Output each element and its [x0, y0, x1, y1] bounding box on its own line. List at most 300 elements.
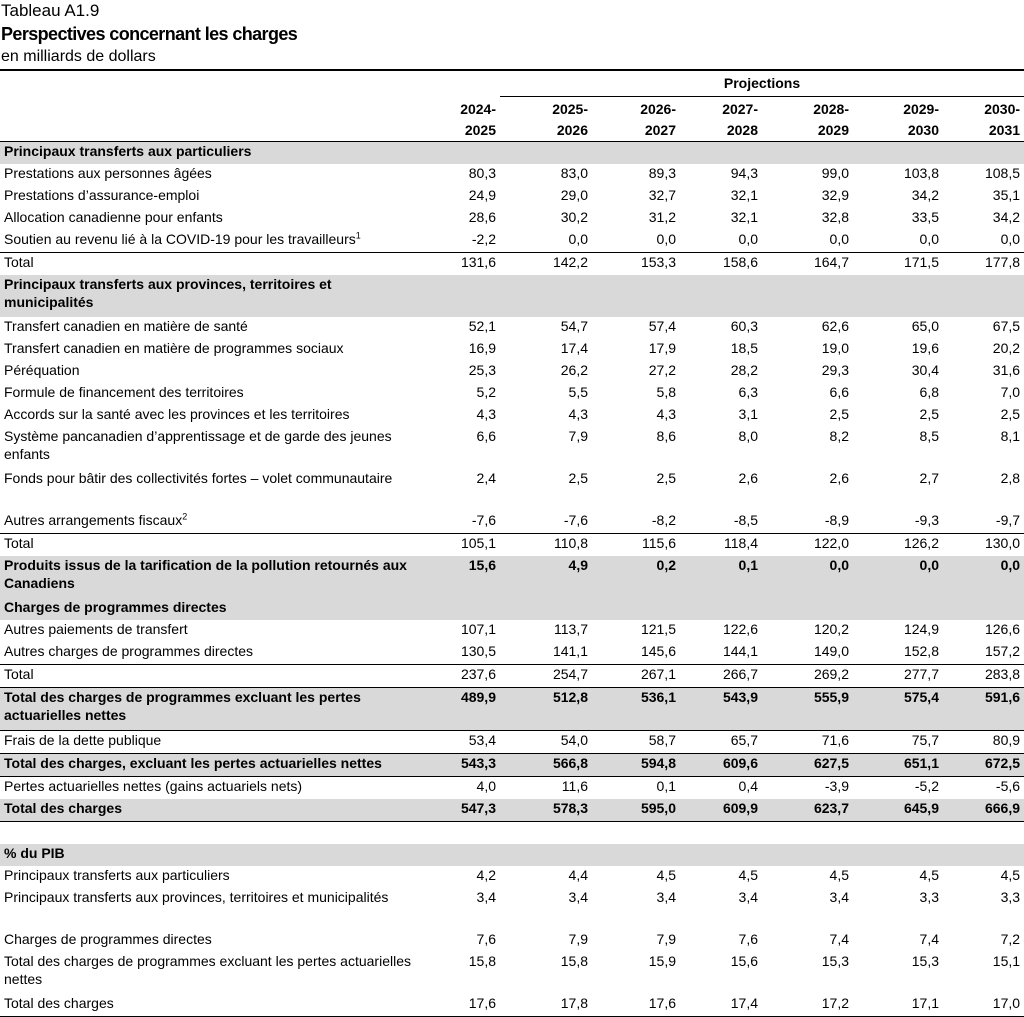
table-number: Tableau A1.9: [1, 1, 100, 20]
value-cell: 32,8: [821, 209, 849, 225]
value-cell: 17,6: [592, 994, 680, 1017]
row-label: [0, 469, 416, 511]
value-cell: 28,2: [730, 362, 758, 378]
value-cell: 0,0: [762, 556, 853, 598]
value-cell: 269,2: [762, 665, 853, 688]
value-cell: 15,6: [416, 556, 500, 598]
value-cell: 536,1: [592, 688, 680, 731]
row-label: [0, 777, 416, 800]
value-cell: 34,2: [911, 187, 939, 203]
row-label-text: Total des charges: [4, 800, 123, 816]
year-end: 2026: [556, 122, 588, 138]
year-end: 2029: [817, 122, 849, 138]
value-cell: 28,6: [468, 209, 496, 225]
value-cell: 17,4: [560, 340, 588, 356]
year-column-header: [762, 97, 853, 142]
row-label-text: Principaux transferts aux particuliers: [4, 867, 230, 883]
table-row: [0, 952, 1024, 994]
empty-cell: [762, 598, 853, 620]
value-cell: 17,6: [416, 994, 500, 1017]
table-unit: en milliards de dollars: [1, 48, 156, 65]
row-label-text: Total des charges de programmes excluant les pertes actuarielles nettes: [4, 689, 361, 723]
table-row: [0, 754, 1024, 777]
value-cell: 19,6: [911, 340, 939, 356]
value-cell: 237,6: [416, 665, 500, 688]
value-cell: 120,2: [813, 621, 849, 637]
value-cell: 594,8: [592, 754, 680, 777]
value-cell: 566,8: [500, 754, 592, 777]
value-cell: 171,5: [903, 254, 939, 270]
value-cell: 7,0: [1000, 384, 1021, 400]
value-cell: 122,6: [722, 621, 758, 637]
year-end: 2030: [907, 122, 939, 138]
value-cell: 0,0: [592, 230, 680, 253]
value-cell: 609,6: [680, 754, 762, 777]
value-cell: 2,5: [919, 406, 939, 422]
value-cell: 75,7: [853, 731, 943, 754]
value-cell: 7,9: [568, 931, 588, 947]
value-cell: 8,2: [829, 428, 849, 444]
row-label-text: Total des charges: [4, 995, 114, 1011]
value-cell: 575,4: [853, 688, 943, 731]
empty-cell: [853, 844, 943, 866]
empty-cell: [592, 844, 680, 866]
table-row: [0, 994, 1024, 1017]
row-label-text: Produits issus de la tarification de la pollution retournés aux Canadiens: [4, 557, 407, 591]
empty-cell: [943, 844, 1024, 866]
empty-cell: [680, 142, 762, 165]
row-label-text: Allocation canadienne pour enfants: [4, 209, 223, 225]
value-cell: 547,3: [416, 799, 500, 822]
row-label: [0, 339, 416, 361]
value-cell: 149,0: [762, 642, 853, 665]
value-cell: 0,2: [592, 556, 680, 598]
value-cell: 57,4: [648, 318, 676, 334]
value-cell: 20,2: [992, 340, 1021, 356]
value-cell: -7,6: [500, 511, 592, 534]
row-label: [0, 230, 416, 253]
value-cell: 65,7: [680, 731, 762, 754]
row-label-text: Total: [4, 535, 34, 551]
footnote-marker: 1: [355, 230, 361, 241]
value-cell: 578,3: [500, 799, 592, 822]
row-label: [0, 253, 416, 276]
value-cell: 4,5: [738, 867, 758, 883]
value-cell: 24,9: [468, 187, 496, 203]
value-cell: 71,6: [762, 731, 853, 754]
year-header-row: [0, 97, 1024, 142]
year-start: 2030-: [984, 101, 1021, 117]
row-label: [0, 930, 416, 952]
value-cell: 6,6: [829, 384, 849, 400]
value-cell: 3,3: [919, 889, 939, 905]
empty-cell: [680, 598, 762, 620]
table-row: [0, 688, 1024, 731]
value-cell: 15,6: [730, 953, 758, 969]
empty-cell: [500, 275, 592, 317]
value-cell: -8,9: [762, 511, 853, 534]
value-cell: 58,7: [592, 731, 680, 754]
value-cell: 7,6: [738, 931, 758, 947]
table-row: [0, 405, 1024, 427]
row-label: [0, 866, 416, 888]
value-cell: 15,3: [821, 953, 849, 969]
row-label-text: Formule de financement des territoires: [4, 384, 244, 400]
year-column-header: [592, 97, 680, 142]
value-cell: 131,6: [460, 254, 496, 270]
year-end: 2025: [464, 122, 496, 138]
row-label-text: Total: [4, 254, 34, 270]
value-cell: 110,8: [554, 535, 588, 551]
table-body: [0, 70, 1024, 1017]
value-cell: 103,8: [903, 165, 939, 181]
row-label-text: Péréquation: [4, 362, 80, 378]
value-cell: 645,9: [853, 799, 943, 822]
row-label-text: Autres arrangements fiscaux: [4, 512, 183, 528]
table-row: [0, 427, 1024, 469]
table-row: [0, 164, 1024, 186]
value-cell: 254,7: [500, 665, 592, 688]
row-label: [0, 799, 416, 822]
table-row: [0, 665, 1024, 688]
table-row: [0, 556, 1024, 598]
row-label: [0, 186, 416, 208]
value-cell: 15,1: [992, 953, 1021, 969]
table-row: [0, 361, 1024, 383]
value-cell: 277,7: [853, 665, 943, 688]
value-cell: 99,0: [821, 165, 849, 181]
value-cell: 107,1: [460, 621, 496, 637]
year-start: 2027-: [722, 101, 758, 117]
value-cell: 7,2: [1000, 931, 1021, 947]
header-spacer: [416, 70, 500, 97]
table-row: [0, 930, 1024, 952]
table-row: [0, 317, 1024, 339]
value-cell: 2,5: [568, 470, 588, 486]
value-cell: 4,5: [919, 867, 939, 883]
value-cell: 8,1: [1000, 428, 1021, 444]
value-cell: 16,9: [468, 340, 496, 356]
empty-cell: [592, 598, 680, 620]
value-cell: 31,6: [992, 362, 1021, 378]
row-label: [0, 511, 416, 534]
table-row: [0, 383, 1024, 405]
value-cell: 164,7: [813, 254, 849, 270]
value-cell: 5,8: [656, 384, 676, 400]
table-row: [0, 642, 1024, 665]
value-cell: 2,6: [738, 470, 758, 486]
page-title: Perspectives concernant les charges: [1, 24, 298, 44]
row-label: [0, 888, 416, 930]
value-cell: 2,8: [1000, 470, 1021, 486]
value-cell: 67,5: [992, 318, 1021, 334]
empty-cell: [416, 275, 500, 317]
value-cell: 15,9: [648, 953, 676, 969]
value-cell: 17,9: [648, 340, 676, 356]
value-cell: 126,2: [903, 535, 939, 551]
row-label-text: Transfert canadien en matière de santé: [4, 318, 248, 334]
year-start: 2026-: [640, 101, 676, 117]
value-cell: 0,0: [943, 230, 1024, 253]
empty-cell: [853, 275, 943, 317]
table-row: [0, 888, 1024, 930]
table-row: [0, 253, 1024, 276]
value-cell: 2,5: [1000, 406, 1021, 422]
expense-outlook-table: [0, 70, 1024, 1017]
value-cell: 177,8: [984, 254, 1021, 270]
value-cell: 2,5: [656, 470, 676, 486]
value-cell: 8,6: [656, 428, 676, 444]
projections-label: Projections: [500, 70, 1024, 97]
row-label: [0, 556, 416, 598]
table-row: [0, 469, 1024, 511]
value-cell: 30,2: [560, 209, 588, 225]
row-label: [0, 665, 416, 688]
header-spacer: [0, 70, 416, 97]
header-spacer: [0, 97, 416, 142]
value-cell: 17,1: [853, 994, 943, 1017]
empty-cell: [853, 142, 943, 165]
value-cell: 7,6: [476, 931, 496, 947]
value-cell: 7,9: [568, 428, 588, 444]
section-title: Principaux transferts aux provinces, territoires et municipalités: [0, 275, 416, 317]
value-cell: 8,0: [738, 428, 758, 444]
value-cell: 29,3: [821, 362, 849, 378]
value-cell: 52,1: [468, 318, 496, 334]
table-row: [0, 339, 1024, 361]
value-cell: 34,2: [992, 209, 1021, 225]
value-cell: 15,3: [911, 953, 939, 969]
value-cell: 283,8: [943, 665, 1024, 688]
empty-cell: [592, 275, 680, 317]
projections-header-row: [0, 70, 1024, 97]
year-start: 2028-: [813, 101, 849, 117]
table-title-block: [0, 0, 1024, 68]
value-cell: 130,5: [416, 642, 500, 665]
empty-cell: [500, 844, 592, 866]
value-cell: 2,5: [829, 406, 849, 422]
row-label: [0, 952, 416, 994]
row-label: [0, 642, 416, 665]
empty-cell: [762, 844, 853, 866]
table-row: [0, 866, 1024, 888]
value-cell: 2,6: [829, 470, 849, 486]
section-title: Principaux transferts aux particuliers: [0, 142, 416, 165]
value-cell: 54,7: [560, 318, 588, 334]
value-cell: 0,4: [738, 778, 758, 794]
value-cell: -2,2: [416, 230, 500, 253]
year-column-header: [943, 97, 1024, 142]
value-cell: 113,7: [554, 621, 588, 637]
value-cell: 25,3: [468, 362, 496, 378]
value-cell: 26,2: [560, 362, 588, 378]
empty-cell: [680, 844, 762, 866]
value-cell: -8,5: [680, 511, 762, 534]
row-label-text: Accords sur la santé avec les provinces et les territoires: [4, 406, 350, 422]
value-cell: 5,5: [568, 384, 588, 400]
empty-cell: [416, 598, 500, 620]
value-cell: 0,0: [500, 230, 592, 253]
value-cell: 0,0: [943, 556, 1024, 598]
year-column-header: [500, 97, 592, 142]
row-label-text: Pertes actuarielles nettes (gains actuariels nets): [4, 778, 303, 794]
value-cell: 666,9: [943, 799, 1024, 822]
value-cell: 32,7: [648, 187, 676, 203]
value-cell: 3,4: [568, 889, 588, 905]
value-cell: 4,2: [476, 867, 496, 883]
value-cell: -7,6: [416, 511, 500, 534]
year-start: 2024-: [460, 101, 496, 117]
value-cell: 4,9: [500, 556, 592, 598]
value-cell: 3,1: [738, 406, 758, 422]
footnote-marker: 2: [182, 511, 188, 522]
section-header-row: [0, 844, 1024, 866]
value-cell: 555,9: [762, 688, 853, 731]
value-cell: 4,5: [829, 867, 849, 883]
row-label: [0, 620, 416, 642]
value-cell: -3,9: [824, 778, 849, 794]
row-label: [0, 427, 416, 469]
value-cell: 18,5: [730, 340, 758, 356]
value-cell: 2,7: [919, 470, 939, 486]
section-title: % du PIB: [0, 844, 416, 866]
value-cell: 4,0: [476, 778, 496, 794]
table-row: [0, 186, 1024, 208]
value-cell: 144,1: [680, 642, 762, 665]
value-cell: 32,9: [821, 187, 849, 203]
value-cell: 15,8: [560, 953, 588, 969]
value-cell: 11,6: [561, 778, 588, 794]
row-label: [0, 688, 416, 731]
row-label: [0, 361, 416, 383]
value-cell: 627,5: [762, 754, 853, 777]
row-label-text: Charges de programmes directes: [4, 931, 212, 947]
table-row: [0, 620, 1024, 642]
value-cell: 31,2: [648, 209, 676, 225]
value-cell: 62,6: [821, 318, 849, 334]
row-label: [0, 317, 416, 339]
empty-cell: [416, 142, 500, 165]
section-header-row: [0, 598, 1024, 620]
empty-cell: [762, 275, 853, 317]
value-cell: 105,1: [460, 535, 496, 551]
row-label-text: Transfert canadien en matière de programmes sociaux: [4, 340, 344, 356]
value-cell: 7,9: [656, 931, 676, 947]
value-cell: 121,5: [640, 621, 676, 637]
row-label-text: Soutien au revenu lié à la COVID-19 pour les travailleurs: [4, 231, 356, 247]
value-cell: 489,9: [416, 688, 500, 731]
spacer-row: [0, 822, 1024, 845]
value-cell: 8,5: [919, 428, 939, 444]
value-cell: 512,8: [500, 688, 592, 731]
value-cell: -5,2: [914, 778, 939, 794]
section-title: Charges de programmes directes: [0, 598, 416, 620]
value-cell: 3,4: [656, 889, 676, 905]
empty-cell: [943, 598, 1024, 620]
value-cell: 32,1: [730, 187, 758, 203]
empty-cell: [680, 275, 762, 317]
value-cell: 17,2: [762, 994, 853, 1017]
row-label-text: Autres charges de programmes directes: [4, 643, 253, 659]
empty-cell: [500, 598, 592, 620]
empty-cell: [943, 275, 1024, 317]
value-cell: 6,6: [476, 428, 496, 444]
value-cell: 152,8: [853, 642, 943, 665]
value-cell: 158,6: [722, 254, 758, 270]
value-cell: 53,4: [416, 731, 500, 754]
value-cell: 153,3: [640, 254, 676, 270]
value-cell: -5,6: [995, 778, 1021, 794]
empty-cell: [500, 142, 592, 165]
row-label: [0, 405, 416, 427]
value-cell: 29,0: [560, 187, 588, 203]
value-cell: 35,1: [992, 187, 1021, 203]
value-cell: 141,1: [500, 642, 592, 665]
value-cell: 54,0: [500, 731, 592, 754]
table-row: [0, 731, 1024, 754]
section-header-row: [0, 142, 1024, 165]
row-label: [0, 994, 416, 1017]
value-cell: 267,1: [592, 665, 680, 688]
row-label: [0, 731, 416, 754]
year-end: 2027: [644, 122, 676, 138]
value-cell: 89,3: [648, 165, 676, 181]
row-label-text: Principaux transferts aux provinces, territoires et municipalités: [4, 889, 389, 905]
value-cell: 609,9: [680, 799, 762, 822]
section-header-row: [0, 275, 1024, 317]
value-cell: 15,8: [468, 953, 496, 969]
row-label: [0, 164, 416, 186]
row-label: [0, 383, 416, 405]
row-label: [0, 208, 416, 230]
value-cell: 17,8: [500, 994, 592, 1017]
empty-cell: [762, 142, 853, 165]
value-cell: 543,9: [680, 688, 762, 731]
value-cell: 0,1: [656, 778, 676, 794]
value-cell: 145,6: [592, 642, 680, 665]
spacer-cell: [0, 822, 1024, 845]
row-label-text: Prestations aux personnes âgées: [4, 165, 212, 181]
empty-cell: [943, 142, 1024, 165]
value-cell: 3,3: [1000, 889, 1021, 905]
value-cell: 142,2: [552, 254, 588, 270]
row-label-text: Autres paiements de transfert: [4, 621, 188, 637]
row-label: [0, 754, 416, 777]
row-label: [0, 534, 416, 557]
table-row: [0, 511, 1024, 534]
value-cell: 7,4: [919, 931, 939, 947]
value-cell: 115,6: [642, 535, 676, 551]
value-cell: 80,9: [943, 731, 1024, 754]
value-cell: 6,8: [919, 384, 939, 400]
year-start: 2029-: [903, 101, 939, 117]
value-cell: 2,4: [476, 470, 496, 486]
value-cell: 130,0: [984, 535, 1021, 551]
value-cell: 65,0: [911, 318, 939, 334]
value-cell: 595,0: [592, 799, 680, 822]
value-cell: 157,2: [943, 642, 1024, 665]
year-start: 2025-: [552, 101, 588, 117]
row-label-text: Total des charges, excluant les pertes actuarielles nettes: [4, 755, 382, 771]
value-cell: 7,4: [829, 931, 849, 947]
value-cell: 3,4: [476, 889, 496, 905]
row-label-text: Frais de la dette publique: [4, 732, 162, 748]
value-cell: 32,1: [730, 209, 758, 225]
value-cell: 108,5: [984, 165, 1021, 181]
empty-cell: [592, 142, 680, 165]
year-column-header: [416, 97, 500, 142]
year-end: 2028: [726, 122, 758, 138]
